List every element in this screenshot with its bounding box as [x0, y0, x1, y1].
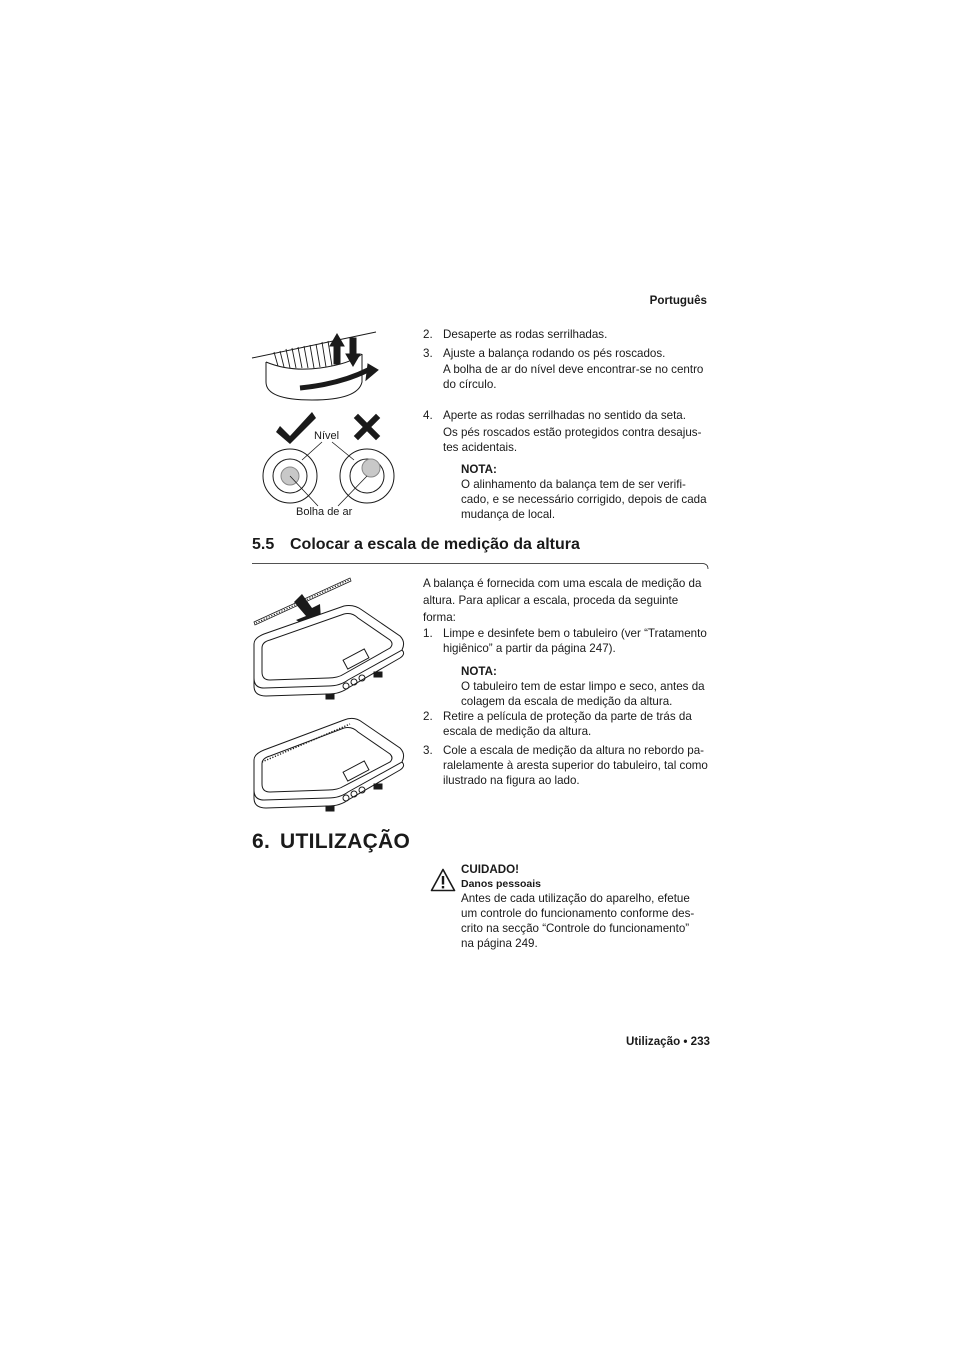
caution-title: CUIDADO!: [461, 863, 519, 876]
label-level: Nível: [314, 430, 340, 442]
section-title-text: Colocar a escala de medição da altura: [290, 536, 580, 553]
checkmark-icon: [276, 412, 316, 444]
section-title: [252, 536, 580, 554]
caution-subtitle: Danos pessoais: [461, 878, 541, 890]
section-intro: A balança é fornecida com uma escala de medição da altura. Para aplicar a escala, proceda da seguinte forma:: [423, 577, 702, 624]
label-air-bubble: Bolha de ar: [296, 506, 353, 518]
chapter-title-text: UTILIZAÇÃO: [280, 830, 411, 853]
header-language: Português: [649, 294, 707, 307]
scale-figure: [250, 574, 412, 814]
cross-icon: [358, 418, 376, 436]
chapter-title: [252, 830, 410, 854]
leveling-step-2: 2. Desaperte as rodas serrilhadas.: [423, 328, 608, 341]
section-step-2: 2. Retire a película de proteção da parte de trás da escala de medição da altura.: [423, 710, 692, 738]
section-step-1: 1. Limpe e desinfete bem o tabuleiro (ver “Tratamento higiênico” a partir da página 247).: [423, 627, 707, 655]
scale-body-top: [254, 606, 404, 700]
note-title: NOTA:: [461, 665, 497, 678]
section-rule: [252, 558, 710, 570]
section-note: NOTA: O tabuleiro tem de estar limpo e seco, antes da colagem da escala de medição da altura.: [461, 664, 713, 709]
warning-triangle-icon: [430, 868, 456, 892]
chapter-number: 6.: [252, 830, 271, 853]
leveling-step-4: 4. Aperte as rodas serrilhadas no sentido da seta. Os pés roscados estão protegidos contra desajus- tes acidentais.: [423, 409, 702, 454]
caution-block: CUIDADO! Danos pessoais Antes de cada utilização do aparelho, efetue um controle do funcionamento conforme des- crito na secção “Controle do funcionamento” na página 249.: [461, 862, 713, 951]
threaded-foot-illustration: [252, 332, 378, 400]
section-step-3: 3. Cole a escala de medição da altura no rebordo pa- ralelamente à aresta superior do tabuleiro, tal como ilustrado na figura ao lado.: [423, 744, 708, 787]
scale-body-bottom: [254, 718, 404, 811]
note-title: NOTA:: [461, 463, 497, 476]
page-footer: Utilização • 233: [626, 1035, 710, 1048]
leveling-step-3: 3. Ajuste a balança rodando os pés roscados. A bolha de ar do nível deve encontrar-se no centro do círculo.: [423, 347, 704, 391]
leveling-figure: [250, 328, 400, 520]
leveling-note: NOTA: O alinhamento da balança tem de ser verifi- cado, e se necessário corrigido, depois de cada mudança de local.: [461, 462, 713, 522]
section-number: 5.5: [252, 536, 275, 553]
